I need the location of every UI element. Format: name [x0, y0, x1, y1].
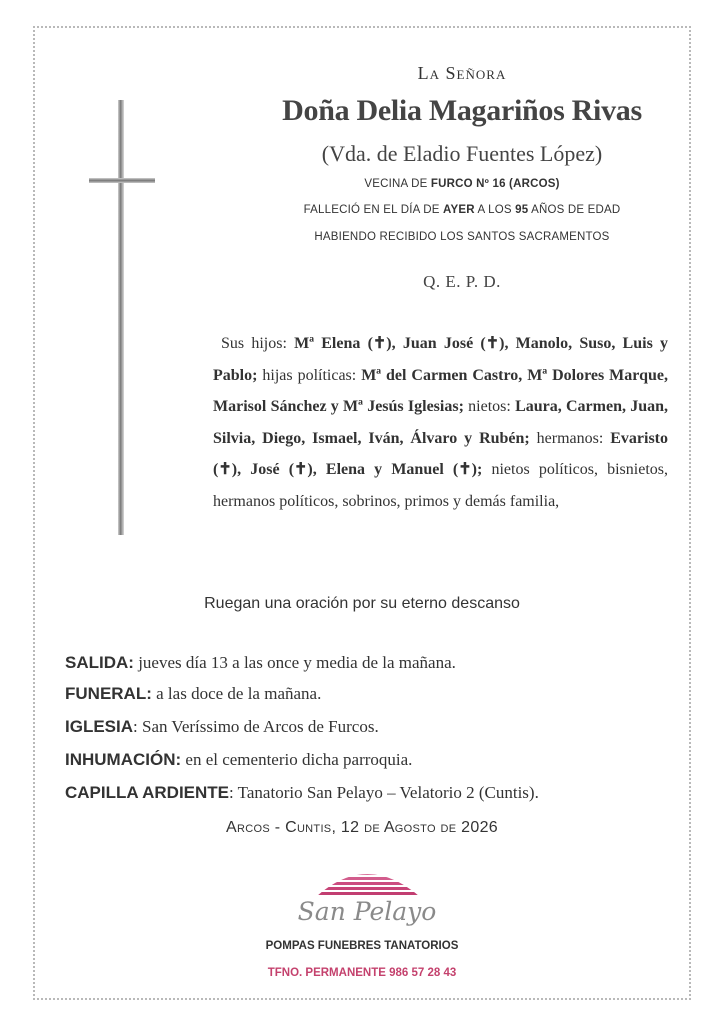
family-names: Mª Elena (✝), Juan José (✝), Manolo, Suso, Luis y Pablo;	[213, 335, 669, 384]
family-text: Sus hijos:	[221, 335, 295, 352]
capilla-label: CAPILLA ARDIENTE	[65, 783, 230, 802]
iglesia-row	[65, 717, 685, 737]
neighbor-place: FURCO Nº 16 (ARCOS)	[430, 178, 560, 190]
neighbor-line	[230, 178, 694, 190]
family-names: Evaristo (✝), José (✝), Elena y Manuel (✝);	[213, 429, 668, 478]
sacraments-line: HABIENDO RECIBIDO LOS SANTOS SACRAMENTOS	[314, 231, 610, 243]
inhumacion-value: en el cementerio dicha parroquia.	[181, 750, 413, 769]
capilla-value: : Tanatorio San Pelayo – Velatorio 2 (Cuntis).	[229, 783, 539, 802]
qepd: Q. E. P. D.	[423, 272, 501, 291]
funeral-row	[65, 684, 685, 704]
title-prefix: La Señora	[417, 63, 507, 83]
neighbor-prefix: VECINA DE	[364, 178, 431, 190]
widow-of: (Vda. de Eladio Fuentes López)	[321, 141, 603, 166]
funeral-label: FUNERAL:	[65, 684, 152, 703]
family-names: Mª del Carmen Castro, Mª Dolores Marque, Marisol Sánchez y Mª Jesús Iglesias;	[213, 366, 668, 415]
iglesia-value: : San Veríssimo de Arcos de Furcos.	[133, 717, 379, 736]
salida-label: SALIDA:	[65, 653, 134, 672]
family-text: hijas políticas:	[257, 366, 362, 384]
capilla-row	[65, 783, 685, 803]
death-line	[230, 204, 694, 216]
inhumacion-label: INHUMACIÓN:	[65, 750, 182, 769]
cross-horizontal-bar	[89, 178, 155, 183]
phone-number: TFNO. PERMANENTE 986 57 28 43	[267, 967, 457, 979]
prayer-request: Ruegan una oración por su eterno descanso	[204, 595, 520, 612]
family-text: nietos:	[463, 398, 516, 415]
deceased-name: Doña Delia Magariños Rivas	[282, 94, 642, 127]
company-name: POMPAS FUNEBRES TANATORIOS	[265, 940, 459, 952]
san-pelayo-logo	[297, 858, 437, 933]
family-names: Laura, Carmen, Juan, Silvia, Diego, Ismael, Iván, Álvaro y Rubén;	[213, 398, 669, 447]
salida-value: jueves día 13 a las once y media de la mañana.	[133, 653, 456, 672]
salida-row	[65, 653, 685, 673]
death-age: 95	[515, 204, 529, 216]
logo-text: San Pelayo	[297, 897, 437, 926]
death-suffix: AÑOS DE EDAD	[528, 204, 621, 216]
death-day: AYER	[443, 204, 475, 216]
death-prefix: FALLECIÓ EN EL DÍA DE	[303, 204, 444, 216]
cross-vertical-bar	[118, 100, 124, 535]
death-mid: A LOS	[474, 204, 516, 216]
iglesia-label: IGLESIA	[65, 717, 134, 736]
inhumacion-row	[65, 750, 685, 770]
place-date: Arcos - Cuntis, 12 de Agosto de 2026	[226, 819, 498, 836]
funeral-value: a las doce de la mañana.	[151, 684, 322, 703]
family-text: hermanos:	[529, 429, 611, 447]
family-paragraph	[213, 328, 668, 517]
family-text: nietos políticos, bisnietos, hermanos políticos, sobrinos, primos y demás familia,	[213, 461, 669, 510]
